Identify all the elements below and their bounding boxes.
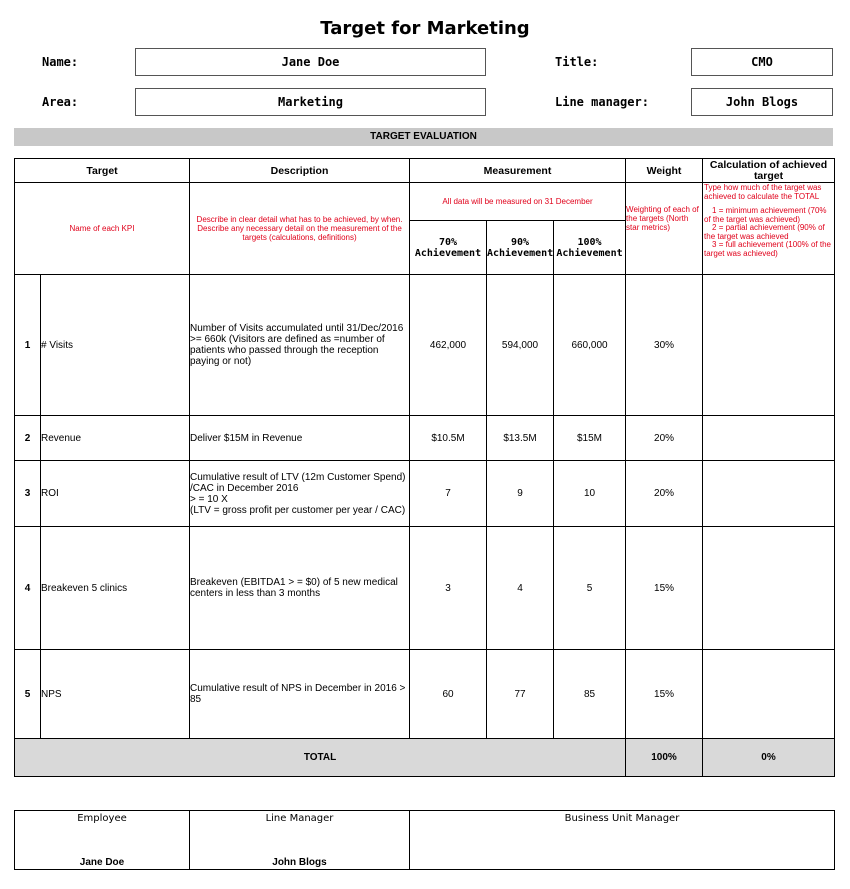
row-value-90: $13.5M	[487, 416, 554, 461]
employee-signature-name: Jane Doe	[79, 857, 125, 868]
row-weight: 20%	[626, 461, 703, 527]
row-value-90: 594,000	[487, 275, 554, 416]
row-description: Breakeven (EBITDA1 > = $0) of 5 new medical centers in less than 3 months	[190, 527, 410, 650]
name-field[interactable]: Jane Doe	[135, 48, 486, 76]
row-value-90: 4	[487, 527, 554, 650]
row-weight: 15%	[626, 527, 703, 650]
row-value-100: 5	[554, 527, 626, 650]
level-90: 90% Achievement	[487, 221, 554, 275]
table-row	[15, 650, 835, 739]
row-achieved-input[interactable]	[703, 416, 835, 461]
title-field[interactable]: CMO	[691, 48, 833, 76]
row-achieved-input[interactable]	[703, 527, 835, 650]
area-field[interactable]: Marketing	[135, 88, 486, 116]
row-number: 2	[15, 416, 41, 461]
calc-level-1: 1 = minimum achievement (70% of the target was achieved)	[704, 206, 827, 224]
row-weight: 15%	[626, 650, 703, 739]
measurement-instruction: All data will be measured on 31 December	[410, 183, 626, 221]
row-number: 1	[15, 275, 41, 416]
row-achieved-input[interactable]	[703, 650, 835, 739]
total-label: TOTAL	[15, 739, 626, 777]
row-description: Cumulative result of NPS in December in 2016 > 85	[190, 650, 410, 739]
title-label: Title:	[555, 55, 599, 69]
table-row	[15, 461, 835, 527]
row-description: Deliver $15M in Revenue	[190, 416, 410, 461]
row-weight: 30%	[626, 275, 703, 416]
weight-instruction: Weighting of each of the targets (North star metrics)	[626, 183, 703, 275]
col-description: Description	[190, 159, 410, 183]
target-evaluation-header: TARGET EVALUATION	[14, 128, 833, 146]
page-title: Target for Marketing	[320, 18, 530, 39]
line-manager-signature[interactable]	[190, 811, 410, 870]
col-calculation: Calculation of achieved target	[703, 159, 835, 183]
row-value-100: 10	[554, 461, 626, 527]
line-manager-signature-name: John Blogs	[272, 857, 327, 868]
row-number: 3	[15, 461, 41, 527]
row-target: # Visits	[41, 275, 190, 416]
row-description: Number of Visits accumulated until 31/Dec/2016 >= 660k (Visitors are defined as =number of patients who passed through the reception paying or not)	[190, 275, 410, 416]
table-row	[15, 275, 835, 416]
description-instruction: Describe in clear detail what has to be achieved, by when. Describe any necessary detail on the measurement of the targets (calculations, definitions)	[190, 183, 410, 275]
business-unit-manager-signature-label: Business Unit Manager	[564, 813, 680, 824]
total-achieved: 0%	[703, 739, 835, 777]
row-value-90: 77	[487, 650, 554, 739]
col-measurement: Measurement	[410, 159, 626, 183]
row-number: 5	[15, 650, 41, 739]
target-instruction: Name of each KPI	[15, 183, 190, 275]
line-manager-label: Line manager:	[555, 95, 649, 109]
row-value-70: $10.5M	[410, 416, 487, 461]
row-value-70: 7	[410, 461, 487, 527]
row-value-70: 60	[410, 650, 487, 739]
total-weight: 100%	[626, 739, 703, 777]
row-value-100: 660,000	[554, 275, 626, 416]
total-row	[15, 739, 835, 777]
area-label: Area:	[42, 95, 79, 109]
row-number: 4	[15, 527, 41, 650]
row-value-100: 85	[554, 650, 626, 739]
row-value-70: 3	[410, 527, 487, 650]
row-target: NPS	[41, 650, 190, 739]
targets-table	[14, 158, 835, 777]
level-70: 70% Achievement	[410, 221, 487, 275]
level-100: 100% Achievement	[554, 221, 626, 275]
name-label: Name:	[42, 55, 79, 69]
employee-signature-label: Employee	[77, 813, 127, 824]
col-target: Target	[15, 159, 190, 183]
row-target: Revenue	[41, 416, 190, 461]
signature-table	[14, 810, 835, 870]
business-unit-manager-signature[interactable]	[410, 811, 835, 870]
line-manager-signature-label: Line Manager	[265, 813, 334, 824]
calc-level-3: 3 = full achievement (100% of the target was achieved)	[704, 240, 831, 258]
row-value-70: 462,000	[410, 275, 487, 416]
table-row	[15, 527, 835, 650]
calculation-instruction	[703, 183, 835, 275]
row-target: Breakeven 5 clinics	[41, 527, 190, 650]
col-weight: Weight	[626, 159, 703, 183]
row-description: Cumulative result of LTV (12m Customer Spend) /CAC in December 2016 > = 10 X (LTV = gross profit per customer per year / CAC)	[190, 461, 410, 527]
line-manager-field[interactable]: John Blogs	[691, 88, 833, 116]
row-target: ROI	[41, 461, 190, 527]
calc-level-2: 2 = partial achievement (90% of the target was achieved	[704, 223, 825, 241]
calc-intro: Type how much of the target was achieved to calculate the TOTAL	[704, 183, 822, 201]
row-achieved-input[interactable]	[703, 275, 835, 416]
row-value-90: 9	[487, 461, 554, 527]
row-weight: 20%	[626, 416, 703, 461]
row-value-100: $15M	[554, 416, 626, 461]
employee-signature[interactable]	[15, 811, 190, 870]
row-achieved-input[interactable]	[703, 461, 835, 527]
table-row	[15, 416, 835, 461]
